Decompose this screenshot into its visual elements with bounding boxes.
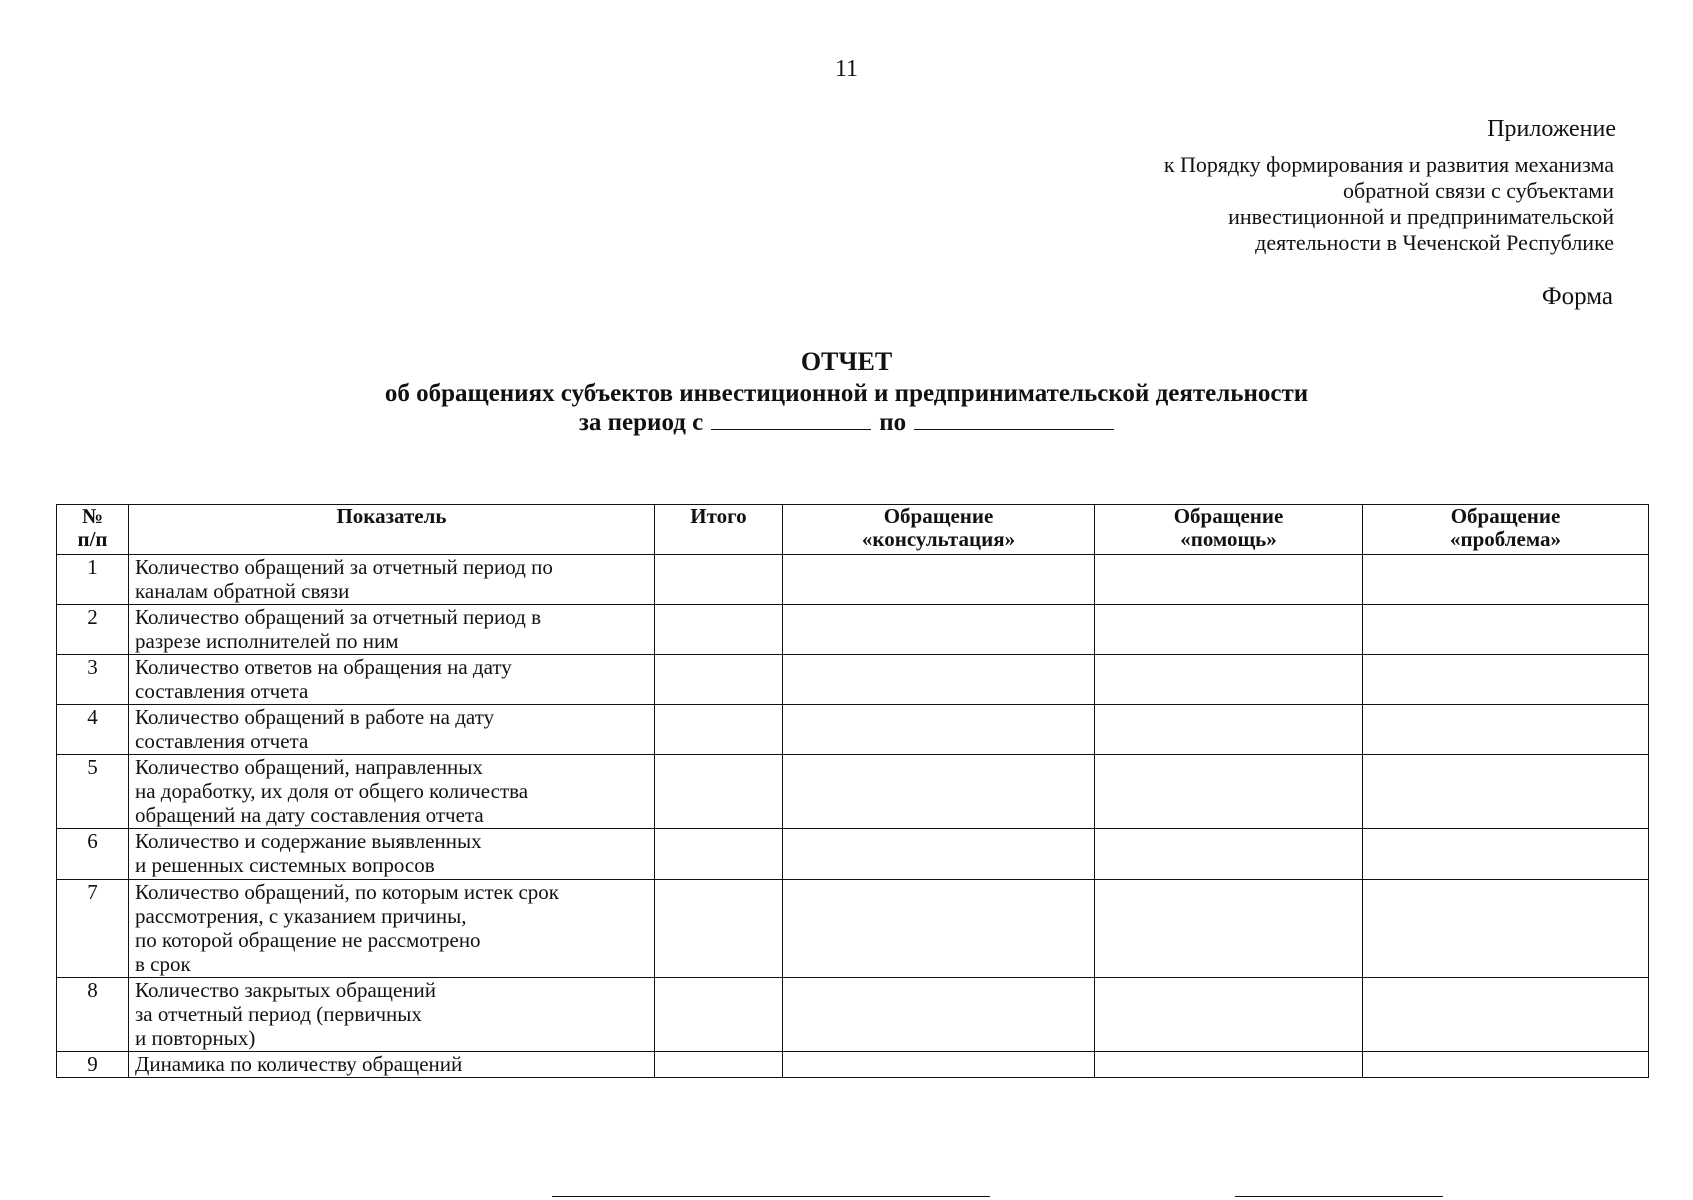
page-number: 11	[834, 56, 859, 82]
table-row	[57, 880, 1649, 978]
row-indicator: Количество обращений в работе на дату составления отчета	[129, 705, 655, 755]
cell-total[interactable]	[655, 829, 783, 880]
table-row	[57, 605, 1649, 655]
cell-help[interactable]	[1095, 755, 1363, 829]
table-row	[57, 829, 1649, 880]
cell-help[interactable]	[1095, 829, 1363, 880]
cell-help[interactable]	[1095, 705, 1363, 755]
header-indicator: Показатель	[129, 505, 655, 555]
table-row	[57, 555, 1649, 605]
cell-problem[interactable]	[1363, 605, 1649, 655]
report-title: ОТЧЕТ	[800, 347, 893, 376]
row-indicator: Количество обращений за отчетный период в разрезе исполнителей по ним	[129, 605, 655, 655]
report-period	[0, 409, 1693, 437]
cell-problem[interactable]	[1363, 1052, 1649, 1078]
cell-total[interactable]	[655, 1052, 783, 1078]
cell-help[interactable]	[1095, 1052, 1363, 1078]
row-indicator: Количество закрытых обращений за отчетный период (первичных и повторных)	[129, 978, 655, 1052]
row-number: 7	[57, 880, 129, 978]
row-indicator: Количество и содержание выявленных и решенных системных вопросов	[129, 829, 655, 880]
row-number: 4	[57, 705, 129, 755]
header-total: Итого	[655, 505, 783, 555]
period-prefix: за период с	[578, 409, 704, 436]
row-number: 2	[57, 605, 129, 655]
row-indicator: Количество обращений, направленных на доработку, их доля от общего количества обращений на дату составления отчета	[129, 755, 655, 829]
header-problem: Обращение «проблема»	[1363, 505, 1649, 555]
cell-consultation[interactable]	[783, 880, 1095, 978]
cell-help[interactable]	[1095, 655, 1363, 705]
period-middle: по	[879, 409, 907, 436]
cell-consultation[interactable]	[783, 655, 1095, 705]
table-row	[57, 705, 1649, 755]
cell-total[interactable]	[655, 880, 783, 978]
cell-problem[interactable]	[1363, 880, 1649, 978]
cell-help[interactable]	[1095, 555, 1363, 605]
signature-line-left	[552, 1196, 990, 1197]
period-to-blank[interactable]	[914, 428, 1114, 430]
appendix-text	[1164, 152, 1614, 256]
table-row	[57, 655, 1649, 705]
cell-problem[interactable]	[1363, 555, 1649, 605]
cell-problem[interactable]	[1363, 829, 1649, 880]
table-row	[57, 978, 1649, 1052]
cell-consultation[interactable]	[783, 555, 1095, 605]
appendix-line: к Порядку формирования и развития механизма	[1163, 152, 1614, 177]
row-number: 9	[57, 1052, 129, 1078]
report-table	[56, 504, 1649, 1078]
row-number: 5	[57, 755, 129, 829]
row-number: 6	[57, 829, 129, 880]
cell-total[interactable]	[655, 605, 783, 655]
cell-total[interactable]	[655, 978, 783, 1052]
cell-consultation[interactable]	[783, 705, 1095, 755]
cell-total[interactable]	[655, 705, 783, 755]
cell-help[interactable]	[1095, 880, 1363, 978]
form-label: Форма	[1541, 283, 1613, 310]
row-number: 3	[57, 655, 129, 705]
row-indicator: Количество обращений за отчетный период по каналам обратной связи	[129, 555, 655, 605]
report-subtitle: об обращениях субъектов инвестиционной и предпринимательской деятельности	[384, 380, 1309, 407]
cell-problem[interactable]	[1363, 655, 1649, 705]
cell-consultation[interactable]	[783, 605, 1095, 655]
appendix-title: Приложение	[1487, 116, 1616, 142]
appendix-line: деятельности в Чеченской Республике	[1255, 230, 1614, 255]
cell-total[interactable]	[655, 655, 783, 705]
cell-consultation[interactable]	[783, 755, 1095, 829]
cell-problem[interactable]	[1363, 978, 1649, 1052]
header-num: № п/п	[57, 505, 129, 555]
cell-consultation[interactable]	[783, 978, 1095, 1052]
row-indicator: Количество ответов на обращения на дату составления отчета	[129, 655, 655, 705]
cell-help[interactable]	[1095, 978, 1363, 1052]
row-number: 1	[57, 555, 129, 605]
cell-total[interactable]	[655, 755, 783, 829]
cell-total[interactable]	[655, 555, 783, 605]
row-number: 8	[57, 978, 129, 1052]
cell-problem[interactable]	[1363, 705, 1649, 755]
appendix-line: обратной связи с субъектами	[1343, 178, 1614, 203]
header-help: Обращение «помощь»	[1095, 505, 1363, 555]
header-consultation: Обращение «консультация»	[783, 505, 1095, 555]
signature-line-right	[1235, 1196, 1443, 1197]
cell-consultation[interactable]	[783, 1052, 1095, 1078]
cell-consultation[interactable]	[783, 829, 1095, 880]
cell-help[interactable]	[1095, 605, 1363, 655]
row-indicator: Динамика по количеству обращений	[129, 1052, 655, 1078]
table-row	[57, 755, 1649, 829]
period-from-blank[interactable]	[711, 428, 871, 430]
table-header-row	[57, 505, 1649, 555]
cell-problem[interactable]	[1363, 755, 1649, 829]
table-row	[57, 1052, 1649, 1078]
appendix-line: инвестиционной и предпринимательской	[1228, 204, 1614, 229]
row-indicator: Количество обращений, по которым истек срок рассмотрения, с указанием причины, по которой обращение не рассмотрено в срок	[129, 880, 655, 978]
